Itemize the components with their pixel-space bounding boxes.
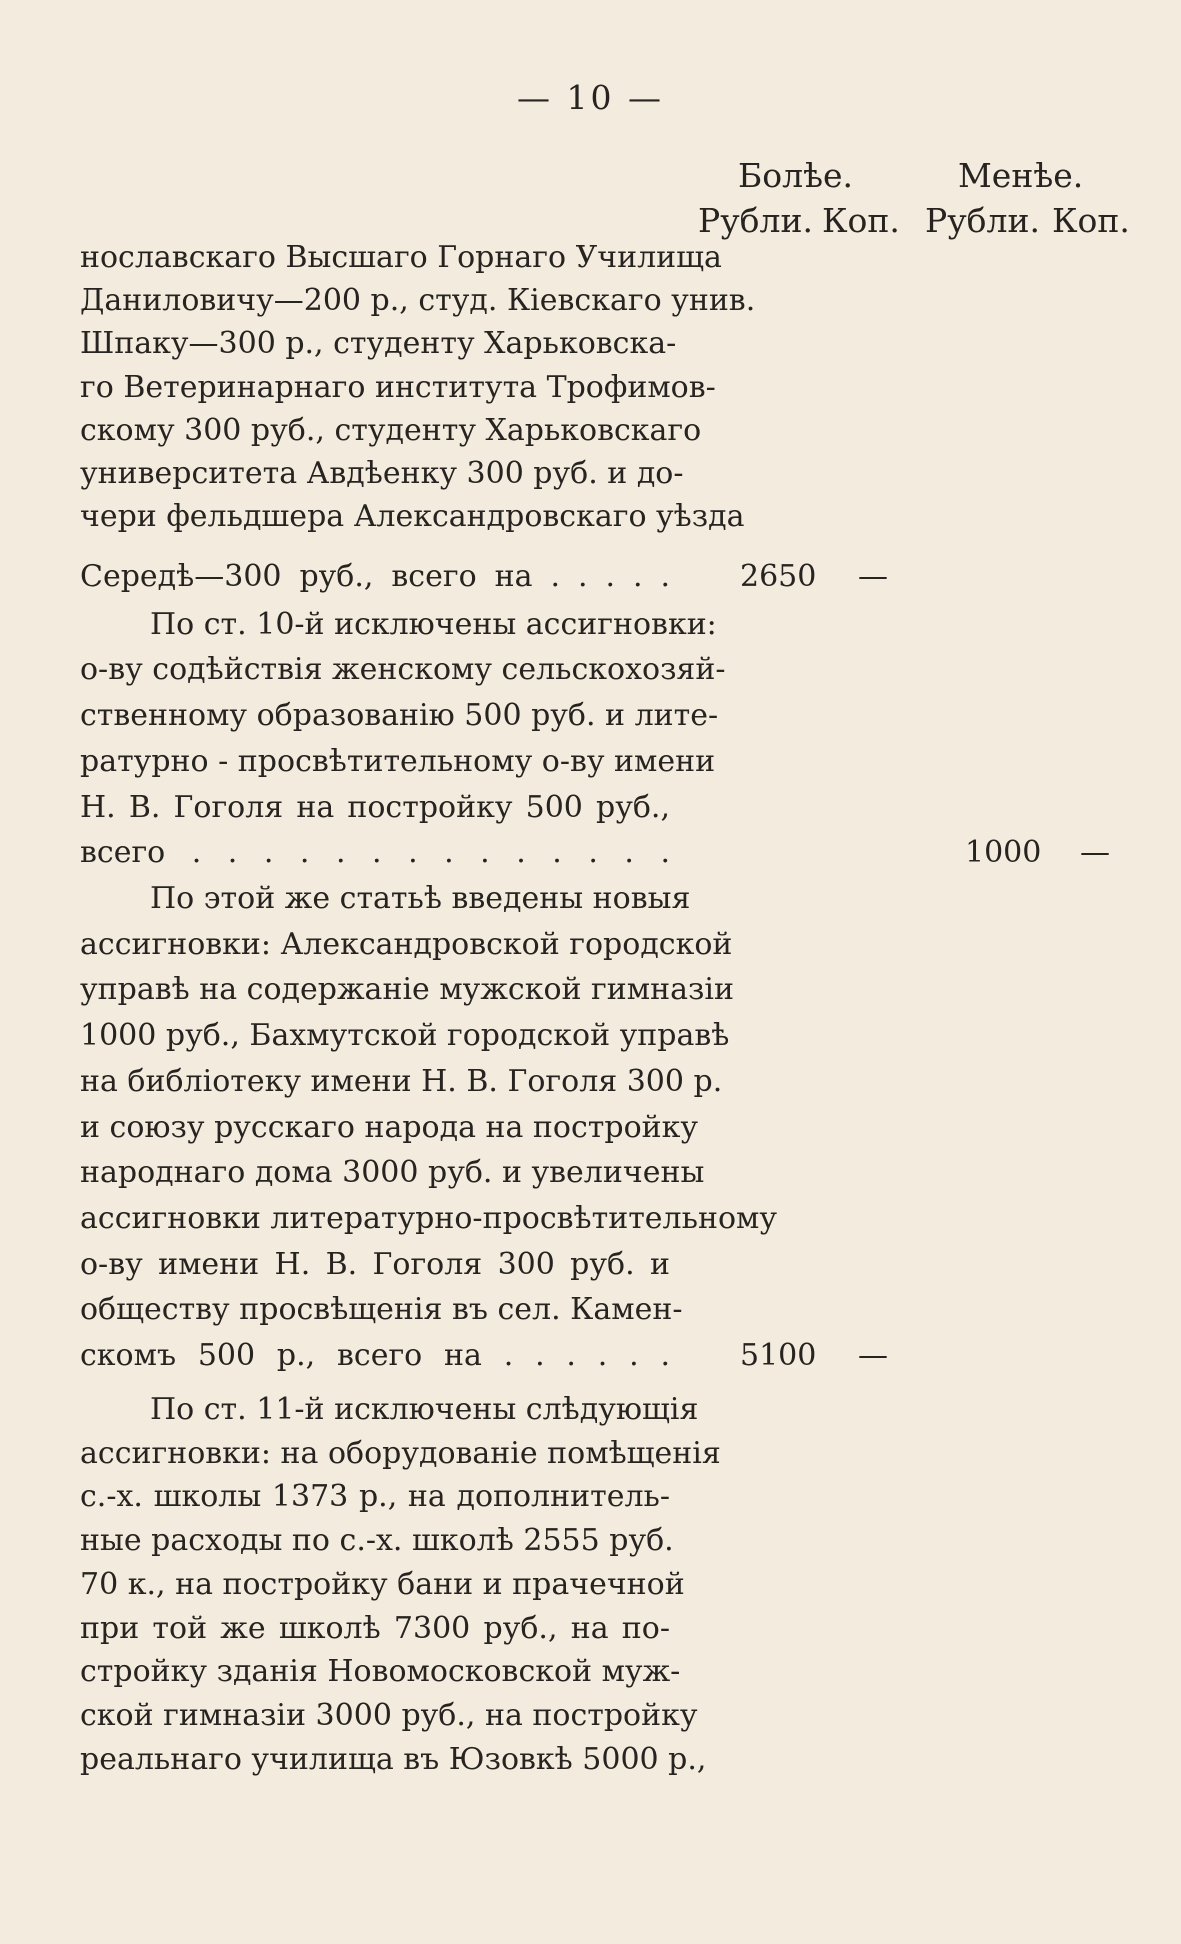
text-line: на библіотеку имени Н. В. Гоголя 300 р. — [80, 1064, 723, 1099]
text-line: Даниловичу—200 р., студ. Кіевскаго унив. — [80, 283, 756, 318]
text-line: и союзу русскаго народа на постройку — [80, 1110, 699, 1145]
header-more: Болѣе. — [738, 156, 854, 195]
text-line: 1000 руб., Бахмутской городской управѣ — [80, 1018, 730, 1053]
text-line: Шпаку—300 р., студенту Харьковска- — [80, 326, 677, 361]
text-line: всего . . . . . . . . . . . . . . — [80, 835, 670, 870]
text-line: ные расходы по с.-х. школѣ 2555 руб. — [80, 1523, 674, 1558]
amount-less-kop: — — [1080, 835, 1110, 870]
page-number: — 10 — — [517, 78, 664, 117]
text-line: Середѣ—300 руб., всего на . . . . . — [80, 559, 670, 594]
amount-more-kop: — — [858, 559, 888, 594]
amount-more-rubles: 5100 — [740, 1338, 817, 1373]
text-line: ассигновки литературно-просвѣтительному — [80, 1201, 777, 1236]
text-line: народнаго дома 3000 руб. и увеличены — [80, 1155, 705, 1190]
text-line: ратурно - просвѣтительному о-ву имени — [80, 744, 716, 779]
text-line: Н. В. Гоголя на постройку 500 руб., — [80, 790, 670, 825]
amount-more-rubles: 2650 — [740, 559, 817, 594]
text-line: скомъ 500 р., всего на . . . . . . — [80, 1338, 670, 1373]
text-line: По ст. 11-й исключены слѣдующія — [150, 1392, 699, 1427]
header-rubles-more: Рубли. — [698, 201, 813, 240]
text-line: По этой же статьѣ введены новыя — [150, 881, 691, 916]
text-line: при той же школѣ 7300 руб., на по- — [80, 1611, 670, 1646]
text-line: реальнаго училища въ Юзовкѣ 5000 р., — [80, 1742, 707, 1777]
text-line: ственному образованію 500 руб. и лите- — [80, 698, 719, 733]
amount-more-kop: — — [858, 1338, 888, 1373]
text-line: По ст. 10-й исключены ассигновки: — [150, 607, 717, 642]
text-line: ской гимназіи 3000 руб., на постройку — [80, 1698, 698, 1733]
text-line: с.-х. школы 1373 р., на дополнитель- — [80, 1479, 670, 1514]
text-line: обществу просвѣщенія въ сел. Камен- — [80, 1292, 683, 1327]
header-kop-less: Коп. — [1052, 201, 1130, 240]
text-line: университета Авдѣенку 300 руб. и до- — [80, 456, 684, 491]
text-line: скому 300 руб., студенту Харьковскаго — [80, 413, 702, 448]
text-line: ассигновки: на оборудованіе помѣщенія — [80, 1436, 721, 1471]
text-line: о-ву имени Н. В. Гоголя 300 руб. и — [80, 1247, 670, 1282]
text-line: стройку зданія Новомосковской муж- — [80, 1654, 681, 1689]
header-rubles-less: Рубли. — [925, 201, 1040, 240]
text-line: чери фельдшера Александровскаго уѣзда — [80, 499, 745, 534]
amount-less-rubles: 1000 — [965, 835, 1042, 870]
text-line: ассигновки: Александровской городской — [80, 927, 733, 962]
text-line: го Ветеринарнаго института Трофимов- — [80, 370, 716, 405]
text-line: 70 к., на постройку бани и прачечной — [80, 1567, 685, 1602]
header-less: Менѣе. — [958, 156, 1084, 195]
text-line: нославскаго Высшаго Горнаго Училища — [80, 240, 722, 275]
header-kop-more: Коп. — [822, 201, 900, 240]
text-line: о-ву содѣйствія женскому сельскохозяй- — [80, 652, 726, 687]
text-line: управѣ на содержаніе мужской гимназіи — [80, 972, 734, 1007]
